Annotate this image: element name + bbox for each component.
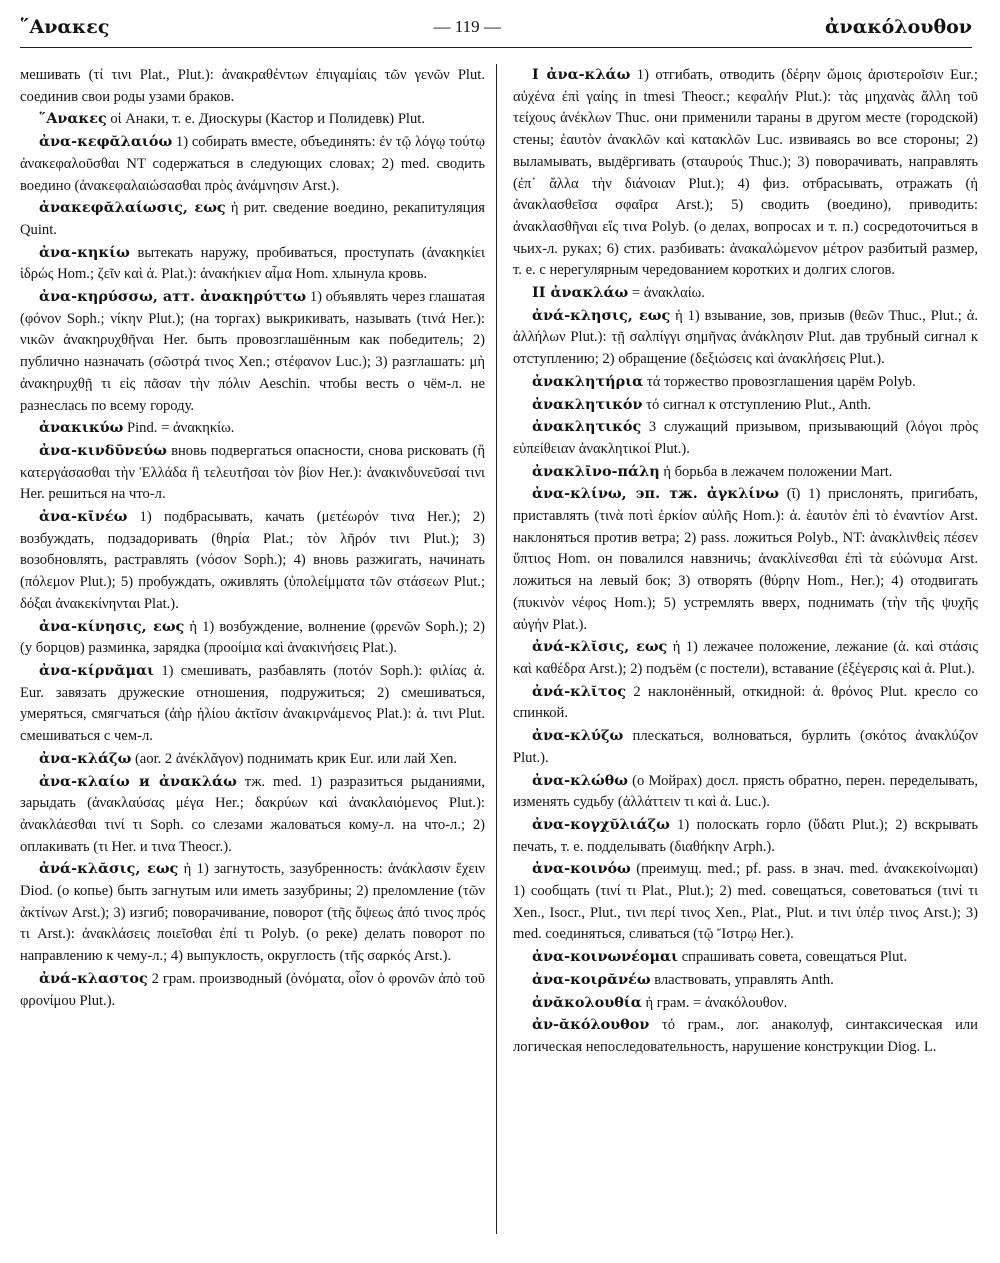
entry-definition: 1) собирать вместе, объединять: ἐν τῷ λόγῳ τούτῳ ἀνακεφαλοῦσθαι NT содержаться в следующих словах; 2) med. сводить воедино (ἀνακεφαλαιώσασθαι πρὸς ἀνάμνησιν Arst.). [20, 134, 485, 194]
dictionary-entry [20, 771, 485, 859]
entry-definition: Pind. = ἀνακηκίω. [123, 420, 235, 437]
entry-definition: τό грам., лог. анаколуф, синтаксическая или логическая непоследовательность, нарушение конструкции Diog. L. [513, 1017, 978, 1055]
dictionary-entry [513, 64, 978, 282]
dictionary-entry [513, 461, 978, 484]
entry-headword: ἀνα-κῑνέω [39, 508, 128, 526]
dictionary-entry [20, 506, 485, 616]
dictionary-entry [513, 814, 978, 858]
entry-headword: ἀνᾰκολουθία [532, 993, 642, 1011]
entry-definition: ἡ 1) лежачее положение, лежание (ἀ. καὶ στάσις καὶ καθέδρα Arst.); 2) подъём (с постели), вставание (ἐξέγερσις καὶ ἀ. Plut.). [513, 639, 978, 677]
entry-definition: тж. med. 1) разразиться рыданиями, зарыдать (ἀνακλαύσας μέγα Her.; δακρύων καὶ ἀνακλαιόμενος Plut.): ἀνακλάεσθαι τινί τι Soph. со слезами жаловаться кому-л. на что-л.; 2) оплакивать (τι Her. и τινα Theocr.). [20, 773, 485, 855]
entry-headword: ἀνα-κλύζω [532, 727, 624, 745]
entry-headword: ἀνα-κοιρᾰνέω [532, 970, 651, 988]
dictionary-entry [20, 417, 485, 440]
entry-headword: ἀνα-κοινωνέομαι [532, 948, 679, 966]
dictionary-entry [513, 992, 978, 1015]
entry-headword: ἀνά-κλῐσις, εως [532, 638, 668, 656]
entry-definition: ἡ борьба в лежачем положении Mart. [659, 463, 893, 480]
column-divider [496, 64, 497, 1234]
entry-headword: ἀνακλῑνο-πάλη [532, 462, 660, 480]
entry-definition: ἡ 1) возбуждение, волнение (φρενῶν Soph.); 2) (у борцов) разминка, зарядка (προοίμια καὶ ἀνακινήσεις Plat.). [20, 618, 486, 657]
entry-headword: ῞Ανακες [39, 110, 107, 128]
entry-definition: ἡ 1) взывание, зов, призыв (θεῶν Thuc., Plut.; ἀ. ἀλλήλων Plut.): τῇ σαλπίγγι σημῆνας ἀνάκλησιν Plut. дав трубный сигнал к отступлению; 2) обращение (δεξιώσεις καὶ ἀνακλήσεις Plut.). [513, 307, 979, 368]
entry-headword: ἀνα-κηρύσσω, атт. ἀνακηρύττω [39, 288, 307, 306]
dictionary-entry [513, 946, 978, 969]
header-last-headword: ἀνακόλουθον [824, 15, 972, 38]
entry-definition: τό сигнал к отступлению Plut., Anth. [642, 396, 872, 413]
dictionary-entry [20, 286, 485, 417]
entry-headword: ἀν-ᾰκόλουθον [532, 1016, 650, 1034]
dictionary-entry [513, 282, 978, 305]
dictionary-entry [513, 483, 978, 636]
entry-definition: τά торжество провозглашения царём Polyb. [643, 373, 916, 390]
dictionary-entry [513, 770, 978, 814]
entry-headword: ἀνα-κίρνᾰμαι [39, 661, 155, 679]
entry-headword: ἀνα-κηκίω [39, 243, 130, 261]
entry-definition: вновь подвергаться опасности, снова рисковать (ἢ κατεργάσασθαι τὴν Ἑλλάδα ἢ τελευτῆσαι τὸν βίον Her.): ἀνακινδυνεῦσαί τινι Her. решиться на что-л. [20, 442, 485, 503]
dictionary-entry [20, 131, 485, 197]
dictionary-entry [20, 968, 485, 1012]
entry-headword: ἀνά-κλᾰσις, εως [39, 860, 179, 878]
entry-definition: ἡ грам. = ἀνακόλουθον. [641, 994, 788, 1011]
entry-headword: ἀνακικύω [39, 419, 124, 437]
dictionary-entry [20, 108, 485, 131]
entry-definition: ἡ рит. сведение воедино, рекапитуляция Quint. [20, 200, 485, 238]
dictionary-entry [513, 681, 978, 725]
dictionary-entry [20, 242, 485, 286]
entry-definition: = ἀνακλαίω. [628, 285, 705, 302]
entry-definition: (aor. 2 ἀνέκλᾰγον) поднимать крик Eur. или лай Xen. [131, 750, 458, 767]
right-column [513, 64, 978, 1059]
entry-headword: ἀνά-κλῐτος [532, 682, 626, 700]
entry-headword: ἀνα-κινδῡνεύω [39, 441, 167, 459]
entry-definition: 1) объявлять через глашатая (φόνον Soph.; νίκην Plut.); (на торгах) выкрикивать, называть (τινά Her.): νικῶν ἀνακηρυχθῆναι Her. быть провозглашённым как победитель; 2) публично назначать (σῶστρά τινος Xen.; στέφανον Luc.); 3) разглашать: μὴ ἀνακηρυχθῇ τι εἰς πᾶσαν τὴν πόλιν Aeschin. чтобы весть о чём-л. не разнеслась по всему городу. [20, 289, 485, 414]
dictionary-entry [513, 305, 978, 371]
entry-headword: ἀνακλητικόν [532, 395, 643, 413]
entry-definition: мешивать (τί τινι Plat., Plut.): ἀνακραθέντων ἐπιγαμίαις τῶν γενῶν Plut. соединив свои роды узами браков. [20, 67, 485, 105]
entry-headword: II ἀνακλάω [532, 284, 629, 302]
entry-definition: ἡ 1) загнутость, зазубренность: ἀνάκλασιν ἔχειν Diod. (о копье) быть загнутым или иметь зазубрины; 2) преломление (τῶν ἀκτίνων Arst.); 3) изгиб; поворачивание, поворот (τῆς ὄψεως ἀπό τινος πρός τι Arst.): ἀνακλάσεις ποιεῖσθαι ἐπί τι Polyb. (о реке) делать поворот по направлению к чему-л.; 4) выпуклость, округлость (τῆς σαρκός Arst.). [20, 861, 485, 965]
entry-definition: вытекать наружу, пробиваться, проступать (ἀνακηκίει ἱδρώς Hom.; ζεῖν καὶ ἀ. Plat.): ἀνακήκιεν αἷμα Hom. хлынула кровь. [20, 244, 485, 283]
entry-headword: I ἀνα-κλάω [532, 66, 631, 83]
header-first-headword: ῞Ανακες [20, 15, 110, 38]
entry-definition: 3 служащий призывом, призывающий (λόγοι πρὸς εὐπείθειαν ἀνακλητικοί Plut.). [513, 419, 978, 457]
entry-definition: 1) отгибать, отводить (δέρην ὤμοις ἀριστεροῖσιν Eur.; αὐχένα ἐπὶ γαίης in tmesi Theocr.; κεφαλήν Plut.): τὰς μηχανὰς ἄλλη τοῦ τείχους ἀνέκλων Thuc. они применили тараны в другом месте (городской) стены; ἑαυτὸν ἀνακλῶν καὶ κατακλῶν Luc. извиваясь во все стороны; 2) выламывать, выдёргивать (σταυρούς Thuc.); 3) поворачивать, направлять (ἐπ᾽ ἄλλα τὴν διάνοιαν Plut.); 4) физ. отбрасывать, отражать (ἡ ἀνακλασθεῖσα σφαῖρα Arst.); 5) сводить (воедино), приводить: ἀνακλασθῆναι εἴς τινα Polyb. (о делах, вопросах и т. п.) сосредоточиться в чьих-л. руках; 6) стих. разбивать: ἀνακαλώμενον μέτρον разбитый размер, т. е. с нерегулярным чередованием коротких и долгих слогов. [513, 67, 978, 279]
entry-definition: 1) полоскать горло (ὕδατι Plut.); 2) вскрывать печать, т. е. подделывать (διαθήκην Arph.). [513, 816, 978, 855]
entry-headword: ἀνα-κίνησις, εως [39, 617, 185, 635]
dictionary-entry [513, 636, 978, 680]
dictionary-entry [513, 371, 978, 394]
entry-headword: ἀνα-κλίνω, эп. тж. ἀγκλίνω [532, 485, 779, 503]
dictionary-entry [513, 1014, 978, 1058]
dictionary-entry [20, 748, 485, 771]
dictionary-entry [513, 725, 978, 769]
dictionary-entry [513, 858, 978, 946]
dictionary-entry [20, 64, 485, 108]
entry-headword: ἀνακλητικός [532, 418, 642, 436]
dictionary-entry [20, 858, 485, 968]
dictionary-entry [513, 969, 978, 992]
page-number: — 119 — [433, 16, 501, 36]
dictionary-entry [513, 416, 978, 460]
dictionary-entry [20, 616, 485, 660]
left-column [20, 64, 485, 1012]
entry-headword: ἀνά-κλησις, εως [532, 306, 671, 324]
entry-definition: плескаться, волноваться, бурлить (σκότος ἀνακλύζον Plut.). [513, 728, 978, 766]
entry-definition: 1) смешивать, разбавлять (ποτόν Soph.): φιλίας ἀ. Eur. завязать дружеские отношения, подружиться; 2) смешиваться, умеряться, смягчаться (ἀὴρ ἡλίου ἀκτῖσιν ἀνακιρνάμενος Plat.): ἀ. τινι Plut. смешиваться с чем-л. [20, 662, 485, 745]
entry-definition: (ῐ) 1) прислонять, пригибать, приставлять (τινὰ ποτὶ ἑρκίον αὐλῆς Hom.): ἀ. ἑαυτὸν ἐπὶ τὸ ἐναντίον Arst. наклоняться против ветра; 2) pass. ложиться Polyb., NT: ἀνακλινθεὶς πέσεν ὕπτιος Hom. он повалился навзничь; ἀνακλίνεσθαι ἐπὶ τὰ εὐώνυμα Arst. ложиться на левый бок; 3) отворять (θύρην Hom., Her.); 4) отодвигать (πυκινὸν νέφος Hom.); 5) устремлять вверх, поднимать (τὴν τῆς ψυχῆς αὐγήν Plat.). [513, 486, 978, 633]
dictionary-entry [513, 394, 978, 417]
entry-headword: ἀνακλητήρια [532, 372, 644, 390]
entry-headword: ἀνα-κλαίω и ἀνακλάω [39, 772, 237, 790]
dictionary-entry [20, 197, 485, 241]
dictionary-entry [20, 440, 485, 506]
entry-definition: 2 наклонённый, откидной: ἀ. θρόνος Plut. кресло со спинкой. [513, 683, 978, 722]
entry-definition: (преимущ. med.; pf. pass. в знач. med. ἀνακεκοίνωμαι) 1) сообщать (τινί τι Plat., Plut.); 2) med. совещаться, советоваться (τινί τι Xen., Isocr., Plut., τινι περί τινος Xen., Plat., Plut. и τινι ὑπέρ τινος Arst.); 3) med. соединяться, сливаться (τῷ Ἴστρῳ Her.). [513, 861, 978, 943]
page-header [20, 8, 972, 48]
entry-headword: ἀνά-κλαστος [39, 969, 148, 987]
entry-definition: (о Мойрах) досл. прясть обратно, перен. переделывать, изменять судьбу (ἀλλάττειν τι καὶ ἀ. Luc.). [513, 772, 978, 811]
entry-headword: ἀνα-κλώθω [532, 771, 628, 789]
entry-definition: 2 грам. производный (ὀνόματα, οἷον ὁ φρονῶν ἀπὸ τοῦ φρονίμου Plut.). [20, 970, 485, 1009]
entry-headword: ἀνα-κοινόω [532, 860, 631, 878]
entry-definition: властвовать, управлять Anth. [650, 971, 834, 988]
entry-definition: 1) подбрасывать, качать (μετέωρόν τινα Her.); 2) возбуждать, подзадоривать (θηρία Plat.; τὸν λῆρόν τινι Plut.); 3) возобновлять, растравлять (νόσον Soph.); 4) вновь разжигать, начинать (πόλεμον Plut.); 5) пробуждать, оживлять (ὑπολείμματα τῶν στάσεων Plut.; δόξαι ἀνακεκίνηνται Plat.). [20, 509, 485, 612]
entry-headword: ἀνακεφᾰλαίωσις, εως [39, 199, 226, 217]
entry-definition: οἱ Анаки, т. е. Диоскуры (Кастор и Полидевк) Plut. [106, 111, 425, 128]
entry-headword: ἀνα-κεφᾰλαιόω [39, 133, 173, 151]
entry-headword: ἀνα-κλάζω [39, 749, 132, 767]
entry-headword: ἀνα-κογχῠλιάζω [532, 815, 670, 833]
entry-definition: спрашивать совета, совещаться Plut. [678, 949, 908, 966]
dictionary-entry [20, 660, 485, 748]
